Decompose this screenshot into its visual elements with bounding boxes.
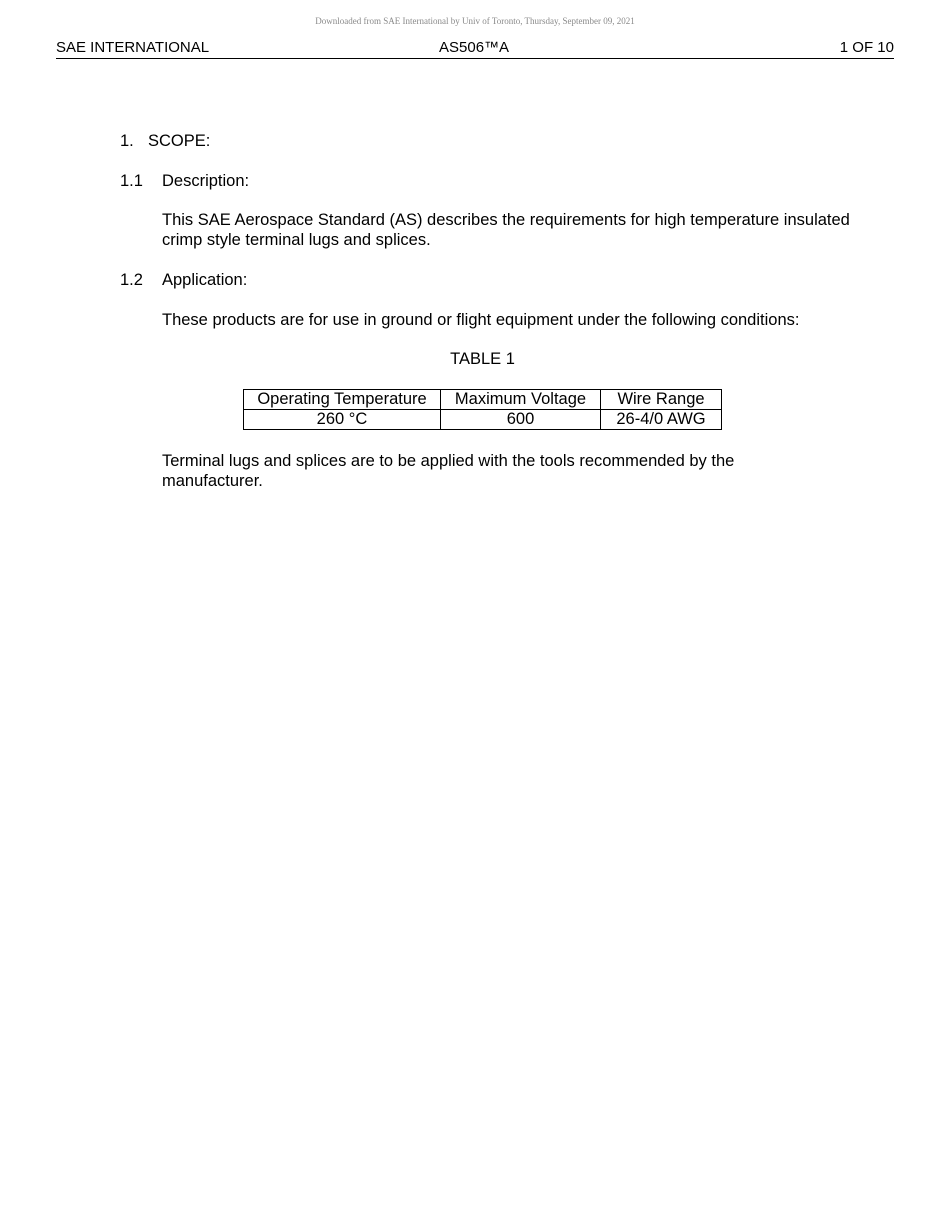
cell-maximum-voltage: 600 bbox=[441, 410, 601, 430]
cell-operating-temperature: 260 °C bbox=[244, 410, 441, 430]
section-1-2-number: 1.2 bbox=[120, 271, 143, 289]
section-1-1-title: Description: bbox=[162, 172, 250, 190]
download-watermark: Downloaded from SAE International by Univ of Toronto, Thursday, September 09, 2021 bbox=[315, 16, 635, 26]
header-page-number: 1 OF 10 bbox=[839, 39, 894, 56]
table-row bbox=[244, 410, 722, 430]
header-organization: SAE INTERNATIONAL bbox=[56, 39, 210, 56]
header-document-number: AS506™A bbox=[439, 39, 510, 56]
description-paragraph: This SAE Aerospace Standard (AS) describes the requirements for high temperature insulated crimp style terminal lugs and splices. bbox=[162, 211, 850, 249]
tools-paragraph: Terminal lugs and splices are to be applied with the tools recommended by the manufacturer. bbox=[162, 452, 735, 490]
header-maximum-voltage: Maximum Voltage bbox=[441, 390, 601, 410]
cell-wire-range: 26-4/0 AWG bbox=[601, 410, 722, 430]
header-wire-range: Wire Range bbox=[601, 390, 722, 410]
table-1-caption: TABLE 1 bbox=[450, 350, 515, 368]
table-1 bbox=[243, 389, 722, 430]
section-1-number: 1. bbox=[120, 132, 134, 150]
application-paragraph: These products are for use in ground or flight equipment under the following conditions: bbox=[162, 311, 800, 329]
section-1-1-number: 1.1 bbox=[120, 172, 143, 190]
table-header-row bbox=[244, 390, 722, 410]
header-operating-temperature: Operating Temperature bbox=[244, 390, 441, 410]
section-1-title: SCOPE: bbox=[148, 132, 211, 150]
section-1-2-title: Application: bbox=[162, 271, 248, 289]
page-header bbox=[56, 38, 894, 59]
